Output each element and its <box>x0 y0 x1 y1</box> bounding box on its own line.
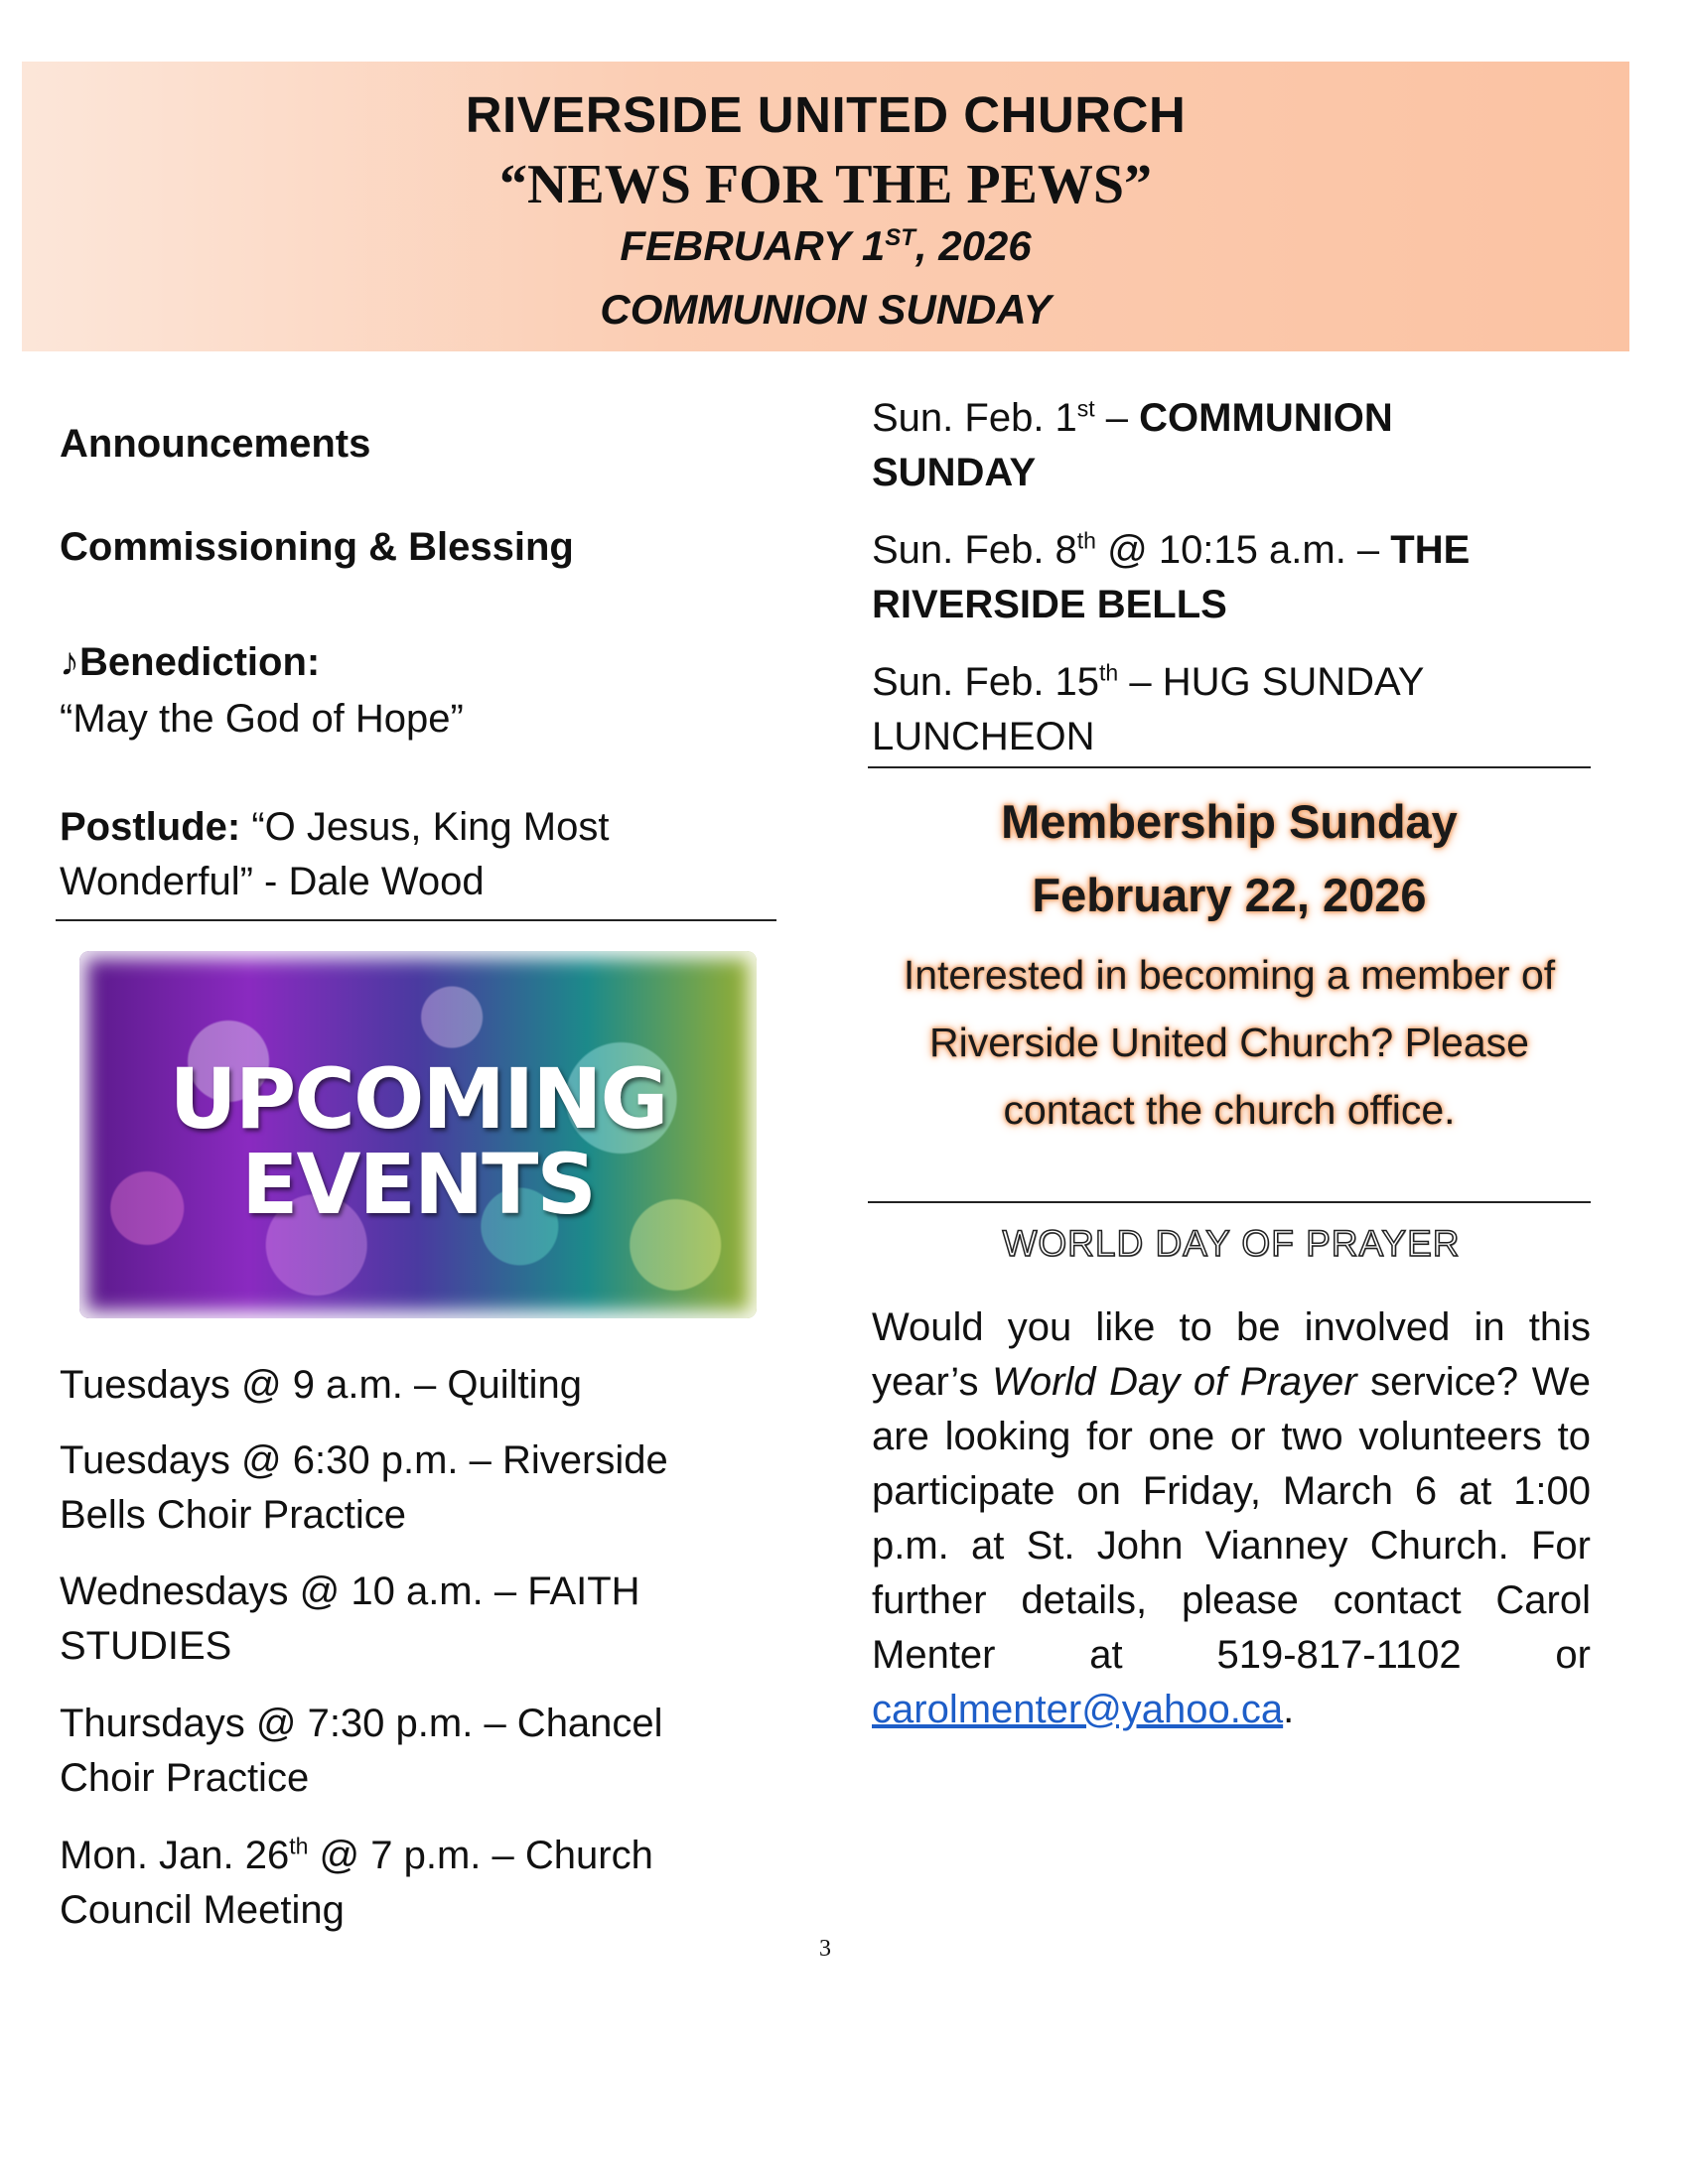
page-number: 3 <box>819 1936 831 1962</box>
church-name: RIVERSIDE UNITED CHURCH <box>465 86 1187 143</box>
event-chancel-line2: Choir Practice <box>60 1756 310 1800</box>
announcements-heading: Announcements <box>60 422 371 466</box>
benediction-title: “May the God of Hope” <box>60 697 464 741</box>
postlude-line2: Wonderful” - Dale Wood <box>60 860 485 903</box>
sunday-event-communion-line2: SUNDAY <box>872 451 1037 494</box>
sunday-event-communion: Sun. Feb. 1st – COMMUNION <box>872 395 1393 440</box>
event-chancel-line1: Thursdays @ 7:30 p.m. – Chancel <box>60 1702 663 1745</box>
event-bells-line2: Bells Choir Practice <box>60 1493 407 1537</box>
divider-left <box>56 919 776 921</box>
event-council-line2: Council Meeting <box>60 1888 345 1932</box>
event-faith-line1: Wednesdays @ 10 a.m. – FAITH <box>60 1570 640 1613</box>
sunday-event-hug: Sun. Feb. 15th – HUG SUNDAY <box>872 659 1425 704</box>
membership-date: February 22, 2026 <box>1032 869 1427 921</box>
upcoming-image-line1: UPCOMING <box>169 1050 667 1148</box>
membership-line1: Interested in becoming a member of <box>903 952 1556 998</box>
divider-right-bottom <box>868 1201 1591 1203</box>
header-banner <box>22 62 1629 351</box>
postlude: Postlude: “O Jesus, King Most <box>60 805 610 849</box>
commissioning-heading: Commissioning & Blessing <box>60 525 574 569</box>
world-day-of-prayer-text: Would you like to be involved in this year’s World Day of Prayer service? We are looking for one or two volunteers to participate on Friday, March 6 at 1:00 p.m. at St. John Vianney Church. For further details, please contact Carol Menter at 519-817-1102 or carolmenter@yahoo.ca. <box>872 1305 1591 1731</box>
event-bells-line1: Tuesdays @ 6:30 p.m. – Riverside <box>60 1438 668 1482</box>
event-council-line1: Mon. Jan. 26th @ 7 p.m. – Church <box>60 1833 653 1877</box>
email-link[interactable]: carolmenter@yahoo.ca <box>872 1688 1284 1731</box>
world-day-of-prayer-heading: WORLD DAY OF PRAYER <box>1002 1223 1461 1264</box>
event-quilting: Tuesdays @ 9 a.m. – Quilting <box>60 1363 583 1407</box>
membership-line3: contact the church office. <box>1003 1087 1456 1133</box>
upcoming-events-image <box>79 951 757 1318</box>
sunday-event-hug-line2: LUNCHEON <box>872 715 1095 758</box>
event-faith-line2: STUDIES <box>60 1624 232 1668</box>
divider-right-top <box>868 766 1591 768</box>
benediction-label: ♪Benediction: <box>60 640 321 684</box>
newsletter-date: FEBRUARY 1ST, 2026 <box>620 222 1032 269</box>
upcoming-image-line2: EVENTS <box>241 1136 595 1233</box>
sunday-event-bells-line2: RIVERSIDE BELLS <box>872 583 1227 626</box>
membership-line2: Riverside United Church? Please <box>929 1020 1529 1065</box>
sunday-event-bells: Sun. Feb. 8th @ 10:15 a.m. – THE <box>872 527 1471 572</box>
occasion: COMMUNION SUNDAY <box>600 286 1052 333</box>
membership-title: Membership Sunday <box>1001 795 1458 848</box>
newsletter-title: “NEWS FOR THE PEWS” <box>498 154 1153 215</box>
